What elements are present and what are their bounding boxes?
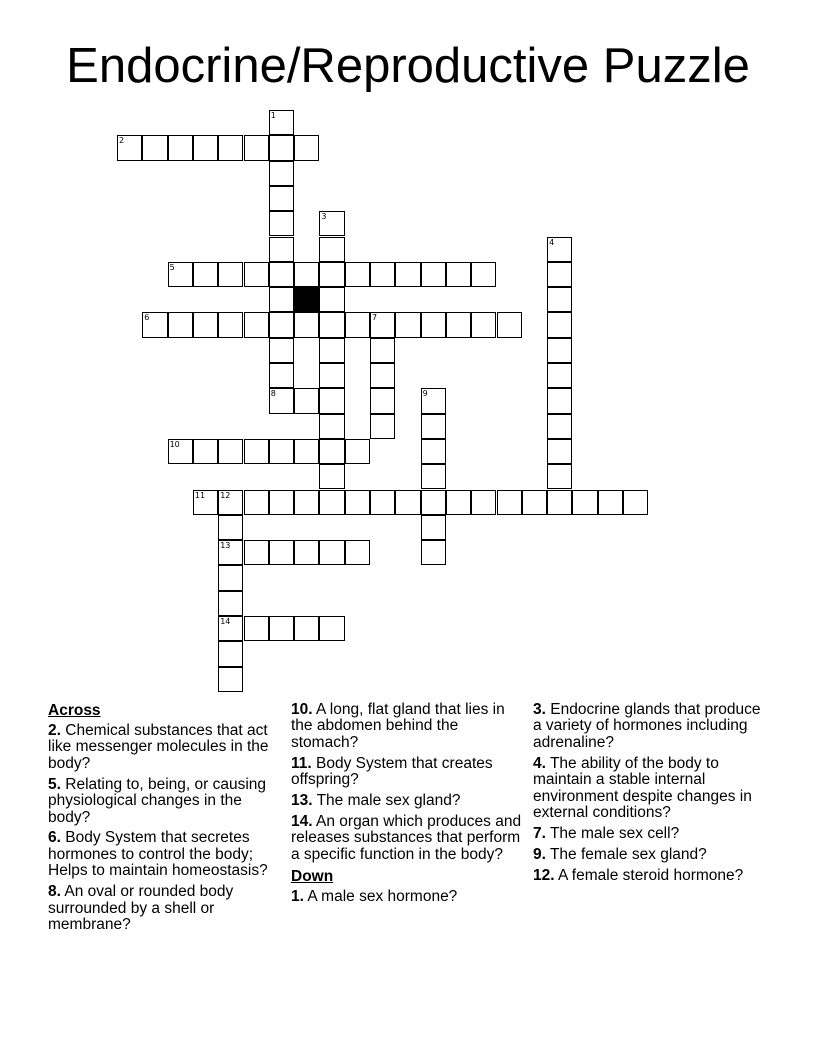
answer-cell[interactable]: [370, 363, 395, 388]
answer-cell[interactable]: [446, 262, 471, 287]
answer-cell[interactable]: [319, 237, 344, 262]
cell-number: 3: [321, 212, 327, 222]
answer-cell[interactable]: [370, 262, 395, 287]
answer-cell[interactable]: [421, 312, 446, 337]
answer-cell[interactable]: [193, 262, 218, 287]
clue-text: A long, flat gland that lies in the abdomen behind the stomach?: [291, 701, 505, 751]
answer-cell[interactable]: [193, 135, 218, 160]
cell-number: 1: [270, 111, 276, 120]
clue-text: Body System that creates offspring?: [291, 754, 493, 789]
clue-text: A male sex hormone?: [307, 887, 458, 905]
answer-cell[interactable]: [294, 540, 319, 565]
answer-cell[interactable]: [269, 616, 294, 641]
answer-cell[interactable]: [547, 338, 572, 363]
answer-cell[interactable]: [294, 490, 319, 515]
answer-cell[interactable]: [117, 135, 142, 160]
cell-number: 9: [422, 389, 428, 399]
answer-cell[interactable]: [395, 490, 420, 515]
clue-down-1: [291, 889, 527, 905]
answer-cell[interactable]: [395, 262, 420, 287]
answer-cell[interactable]: [269, 338, 294, 363]
answer-cell[interactable]: [244, 490, 269, 515]
answer-cell[interactable]: [269, 439, 294, 464]
answer-cell[interactable]: [218, 565, 243, 590]
clue-across-11: [291, 756, 527, 789]
answer-cell[interactable]: [218, 262, 243, 287]
answer-cell[interactable]: [319, 262, 344, 287]
answer-cell[interactable]: [395, 312, 420, 337]
cell-number: 4: [549, 237, 555, 247]
clue-across-2: [48, 723, 280, 772]
answer-cell[interactable]: [319, 540, 344, 565]
answer-cell[interactable]: [142, 312, 167, 337]
answer-cell[interactable]: [547, 237, 572, 262]
clue-number: 11.: [291, 754, 312, 772]
answer-cell[interactable]: [269, 490, 294, 515]
cell-number: 11: [194, 490, 206, 500]
answer-cell[interactable]: [294, 388, 319, 413]
answer-cell[interactable]: [244, 616, 269, 641]
answer-cell[interactable]: [370, 338, 395, 363]
answer-cell[interactable]: [142, 135, 167, 160]
cell-number: 13: [220, 541, 231, 551]
answer-cell[interactable]: [370, 414, 395, 439]
clue-number: 4.: [533, 754, 546, 772]
answer-cell[interactable]: [547, 464, 572, 489]
answer-cell[interactable]: [294, 262, 319, 287]
clues-column-3: [533, 702, 773, 889]
answer-cell[interactable]: [547, 312, 572, 337]
clue-number: 14.: [291, 812, 313, 830]
clue-text: The male sex gland?: [316, 792, 461, 810]
answer-cell[interactable]: [345, 540, 370, 565]
answer-cell[interactable]: [319, 312, 344, 337]
answer-cell[interactable]: [244, 262, 269, 287]
answer-cell[interactable]: [623, 490, 648, 515]
answer-cell[interactable]: [319, 388, 344, 413]
answer-cell[interactable]: [446, 312, 471, 337]
answer-cell[interactable]: [421, 490, 446, 515]
clue-text: The male sex cell?: [549, 824, 680, 842]
clue-down-12: [533, 868, 773, 884]
cell-number: 8: [270, 389, 276, 399]
clue-number: 5.: [48, 775, 61, 793]
clue-across-8: [48, 884, 280, 933]
clue-text: An oval or rounded body surrounded by a shell or membrane?: [48, 883, 234, 933]
answer-cell[interactable]: [269, 312, 294, 337]
clue-number: 6.: [48, 829, 61, 847]
answer-cell[interactable]: [168, 262, 193, 287]
clue-text: The female sex gland?: [549, 845, 707, 863]
answer-cell[interactable]: [421, 439, 446, 464]
clue-down-7: [533, 826, 773, 842]
answer-cell[interactable]: [269, 363, 294, 388]
cell-number: 7: [372, 313, 378, 323]
answer-cell[interactable]: [319, 439, 344, 464]
clue-down-9: [533, 847, 773, 863]
answer-cell[interactable]: [547, 262, 572, 287]
answer-cell[interactable]: [421, 414, 446, 439]
clue-number: 12.: [533, 866, 555, 884]
clue-text: The ability of the body to maintain a stable internal environment despite changes in external conditions?: [533, 754, 752, 821]
answer-cell[interactable]: [244, 135, 269, 160]
clue-number: 3.: [533, 701, 546, 718]
answer-cell[interactable]: [193, 312, 218, 337]
answer-cell[interactable]: [370, 490, 395, 515]
answer-cell[interactable]: [294, 439, 319, 464]
answer-cell[interactable]: [497, 312, 522, 337]
answer-cell[interactable]: [193, 490, 218, 515]
clue-number: 7.: [533, 824, 546, 842]
clue-number: 9.: [533, 845, 546, 863]
answer-cell[interactable]: [319, 464, 344, 489]
answer-cell[interactable]: [547, 388, 572, 413]
answer-cell[interactable]: [218, 540, 243, 565]
answer-cell[interactable]: [370, 312, 395, 337]
answer-cell[interactable]: [421, 540, 446, 565]
answer-cell[interactable]: [168, 135, 193, 160]
answer-cell[interactable]: [547, 490, 572, 515]
cell-number: 14: [220, 617, 231, 626]
answer-cell[interactable]: [345, 490, 370, 515]
answer-cell[interactable]: [319, 616, 344, 641]
answer-cell[interactable]: [319, 414, 344, 439]
answer-cell[interactable]: [294, 312, 319, 337]
answer-cell[interactable]: [269, 237, 294, 262]
answer-cell[interactable]: [471, 312, 496, 337]
answer-cell[interactable]: [218, 515, 243, 540]
answer-cell[interactable]: [269, 287, 294, 312]
answer-cell[interactable]: [218, 591, 243, 616]
answer-cell[interactable]: [218, 616, 243, 641]
cell-number: 2: [119, 136, 125, 146]
clues-column-1: [48, 702, 280, 938]
clue-text: An organ which produces and releases substances that perform a specific function in the body?: [291, 812, 522, 863]
answer-cell[interactable]: [269, 388, 294, 413]
clue-across-10: [291, 702, 527, 751]
answer-cell[interactable]: [370, 388, 395, 413]
clue-across-13: [291, 793, 527, 809]
answer-cell[interactable]: [269, 211, 294, 236]
answer-cell[interactable]: [269, 262, 294, 287]
clue-text: Body System that secretes hormones to control the body; Helps to maintain homeostasis?: [48, 829, 268, 880]
cell-number: 10: [169, 439, 180, 449]
black-cell: [294, 287, 319, 312]
answer-cell[interactable]: [193, 439, 218, 464]
clue-text: Relating to, being, or causing physiological changes in the body?: [48, 775, 267, 826]
answer-cell[interactable]: [168, 439, 193, 464]
answer-cell[interactable]: [421, 262, 446, 287]
answer-cell[interactable]: [421, 388, 446, 413]
answer-cell[interactable]: [269, 135, 294, 160]
answer-cell[interactable]: [218, 135, 243, 160]
answer-cell[interactable]: [244, 540, 269, 565]
answer-cell[interactable]: [547, 414, 572, 439]
answer-cell[interactable]: [218, 490, 243, 515]
answer-cell[interactable]: [244, 439, 269, 464]
clue-across-14: [291, 814, 527, 863]
answer-cell[interactable]: [547, 287, 572, 312]
answer-cell[interactable]: [319, 363, 344, 388]
clue-number: 1.: [291, 887, 304, 905]
answer-cell[interactable]: [572, 490, 597, 515]
answer-cell[interactable]: [218, 312, 243, 337]
answer-cell[interactable]: [269, 110, 294, 135]
answer-cell[interactable]: [471, 490, 496, 515]
answer-cell[interactable]: [218, 439, 243, 464]
clue-across-5: [48, 777, 280, 826]
answer-cell[interactable]: [168, 312, 193, 337]
clue-number: 8.: [48, 883, 61, 901]
across-heading: Across: [48, 702, 101, 719]
answer-cell[interactable]: [319, 338, 344, 363]
answer-cell[interactable]: [522, 490, 547, 515]
answer-cell[interactable]: [319, 211, 344, 236]
clue-text: A female steroid hormone?: [558, 866, 744, 884]
answer-cell[interactable]: [547, 439, 572, 464]
answer-cell[interactable]: [446, 490, 471, 515]
cell-number: 12: [220, 490, 231, 500]
answer-cell[interactable]: [269, 161, 294, 186]
answer-cell[interactable]: [244, 312, 269, 337]
answer-cell[interactable]: [547, 363, 572, 388]
clue-text: Endocrine glands that produce a variety of hormones including adrenaline?: [533, 701, 761, 751]
answer-cell[interactable]: [294, 135, 319, 160]
answer-cell[interactable]: [421, 464, 446, 489]
cell-number: 6: [144, 313, 150, 323]
clue-number: 2.: [48, 722, 61, 739]
clue-text: Chemical substances that act like messenger molecules in the body?: [48, 722, 269, 772]
answer-cell[interactable]: [269, 186, 294, 211]
answer-cell[interactable]: [294, 616, 319, 641]
answer-cell[interactable]: [345, 439, 370, 464]
answer-cell[interactable]: [471, 262, 496, 287]
answer-cell[interactable]: [319, 287, 344, 312]
answer-cell[interactable]: [497, 490, 522, 515]
answer-cell[interactable]: [421, 515, 446, 540]
clue-across-6: [48, 830, 280, 879]
cell-number: 5: [169, 262, 175, 272]
answer-cell[interactable]: [345, 262, 370, 287]
page-title: Endocrine/Reproductive Puzzle: [66, 39, 750, 93]
answer-cell[interactable]: [345, 312, 370, 337]
answer-cell[interactable]: [598, 490, 623, 515]
clue-down-4: [533, 756, 773, 822]
answer-cell[interactable]: [218, 641, 243, 666]
down-heading: Down: [291, 867, 334, 885]
answer-cell[interactable]: [319, 490, 344, 515]
clue-number: 13.: [291, 792, 313, 810]
answer-cell[interactable]: [218, 667, 243, 692]
clue-down-3: [533, 702, 773, 751]
answer-cell[interactable]: [269, 540, 294, 565]
clues-column-2: [291, 702, 527, 910]
clue-number: 10.: [291, 701, 313, 718]
